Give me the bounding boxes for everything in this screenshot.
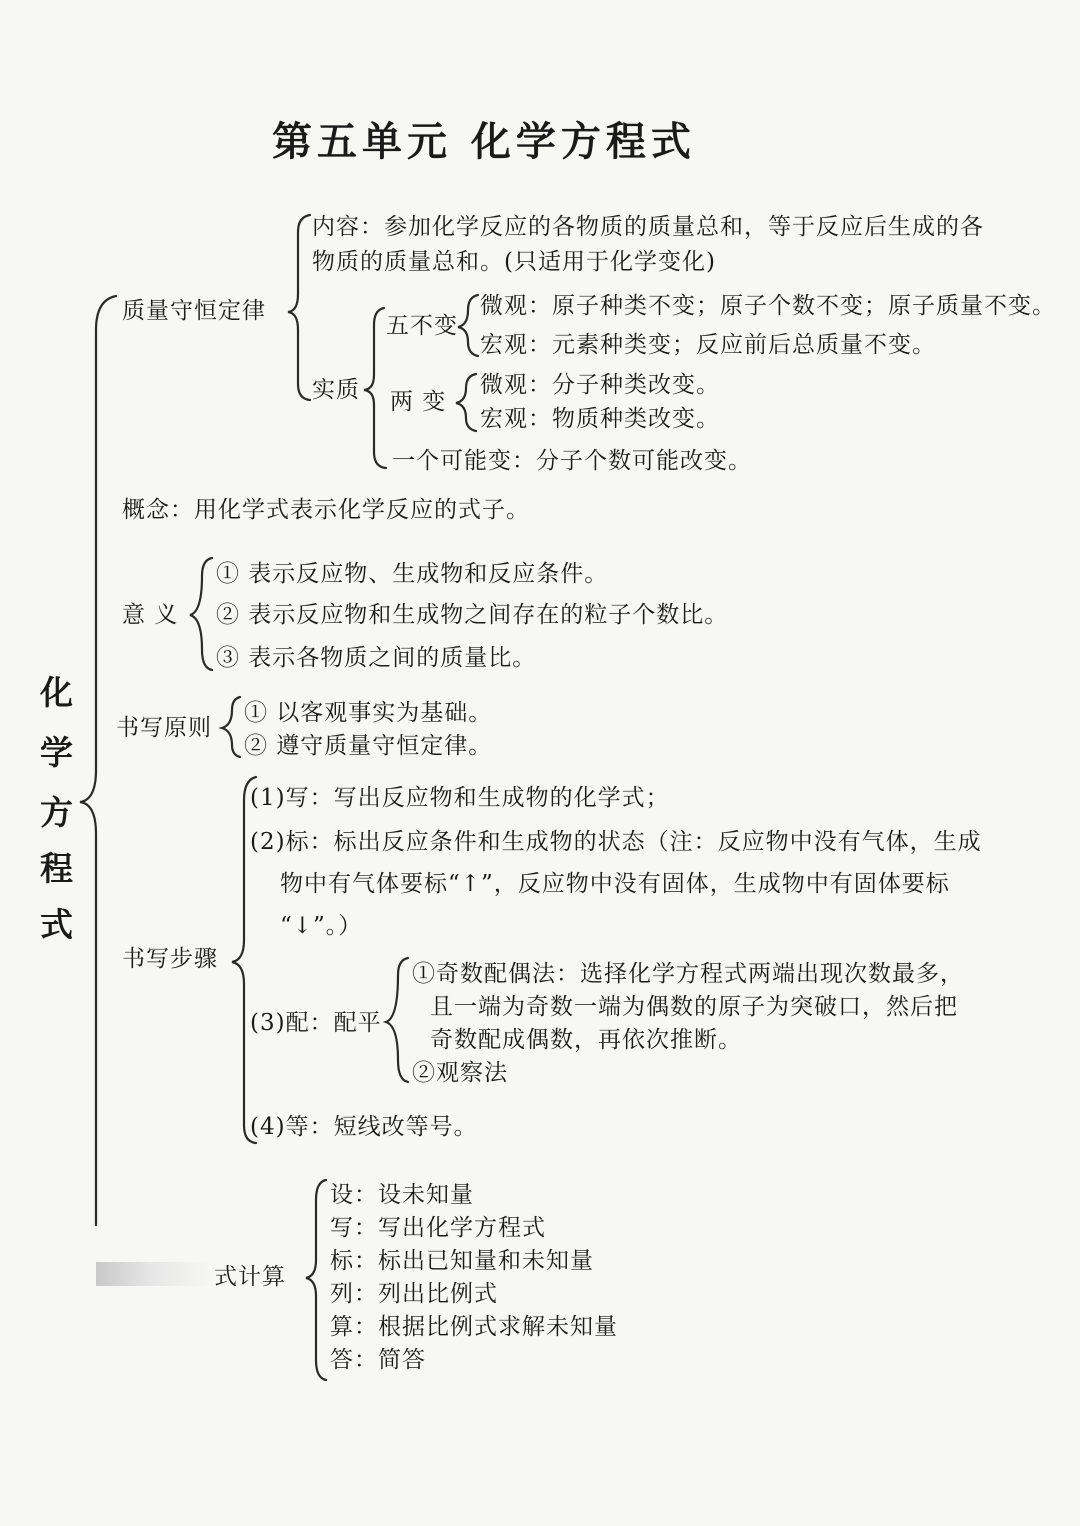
side-title-char: 程 (40, 849, 74, 888)
five-macro-text: 宏观：元素种类变；反应前后总质量不变。 (480, 332, 936, 358)
principles-label: 书写原则 (116, 715, 212, 741)
step-mark: 物中有气体要标“↑”，反应物中没有固体，生成物中有固体要标 (280, 871, 950, 897)
principle-item: ① 以客观事实为基础。 (244, 700, 493, 726)
calc-step: 设：设未知量 (330, 1182, 474, 1208)
step-mark: (2)标：标出反应条件和生成物的状态（注：反应物中没有气体，生成 (250, 829, 982, 855)
step-write: (1)写：写出反应物和生成物的化学式； (250, 785, 670, 811)
conservation-law-label: 质量守恒定律 (122, 298, 266, 324)
step-mark: “↓”。） (280, 913, 363, 939)
meaning-label: 意 义 (122, 602, 179, 628)
side-title-char: 学 (40, 733, 74, 772)
meaning-item: ③ 表示各物质之间的质量比。 (216, 645, 537, 671)
content-line: 物质的质量总和。(只适用于化学变化) (312, 249, 716, 275)
page-title: 第五单元 化学方程式 (272, 118, 696, 165)
one-possible-text: 一个可能变：分子个数可能改变。 (392, 448, 752, 474)
calc-step: 答：简答 (330, 1347, 426, 1373)
content-line: 内容：参加化学反应的各物质的质量总和，等于反应后生成的各 (312, 214, 984, 240)
two-macro-text: 宏观：物质种类改变。 (480, 406, 720, 432)
principle-item: ② 遵守质量守恒定律。 (244, 733, 493, 759)
meaning-item: ② 表示反应物和生成物之间存在的粒子个数比。 (216, 602, 729, 628)
calc-step: 列：列出比例式 (330, 1281, 498, 1307)
step-balance-label: (3)配：配平 (250, 1010, 382, 1036)
observation-method: ②观察法 (412, 1060, 508, 1086)
five-unchanged-label: 五不变 (386, 313, 458, 339)
five-micro-text: 微观：原子种类不变；原子个数不变；原子质量不变。 (480, 293, 1056, 319)
odd-even-method: 且一端为奇数一端为偶数的原子为突破口，然后把 (430, 994, 958, 1020)
side-title-char: 式 (40, 905, 74, 944)
steps-label: 书写步骤 (122, 946, 218, 972)
side-title-char: 方 (40, 793, 74, 832)
calc-step: 算：根据比例式求解未知量 (330, 1314, 618, 1340)
blurred-label-fragment (96, 1262, 214, 1286)
calc-label: 式计算 (214, 1264, 286, 1290)
calc-step: 写：写出化学方程式 (330, 1215, 546, 1241)
step-equal: (4)等：短线改等号。 (250, 1114, 478, 1140)
calc-step: 标：标出已知量和未知量 (330, 1248, 594, 1274)
essence-label: 实质 (312, 377, 360, 403)
odd-even-method: 奇数配成偶数，再依次推断。 (430, 1027, 742, 1053)
odd-even-method: ①奇数配偶法：选择化学方程式两端出现次数最多， (412, 961, 964, 987)
meaning-item: ① 表示反应物、生成物和反应条件。 (216, 561, 609, 587)
side-title-char: 化 (40, 673, 74, 712)
concept-text: 概念：用化学式表示化学反应的式子。 (122, 497, 530, 523)
two-change-label: 两 变 (390, 389, 447, 415)
two-micro-text: 微观：分子种类改变。 (480, 372, 720, 398)
